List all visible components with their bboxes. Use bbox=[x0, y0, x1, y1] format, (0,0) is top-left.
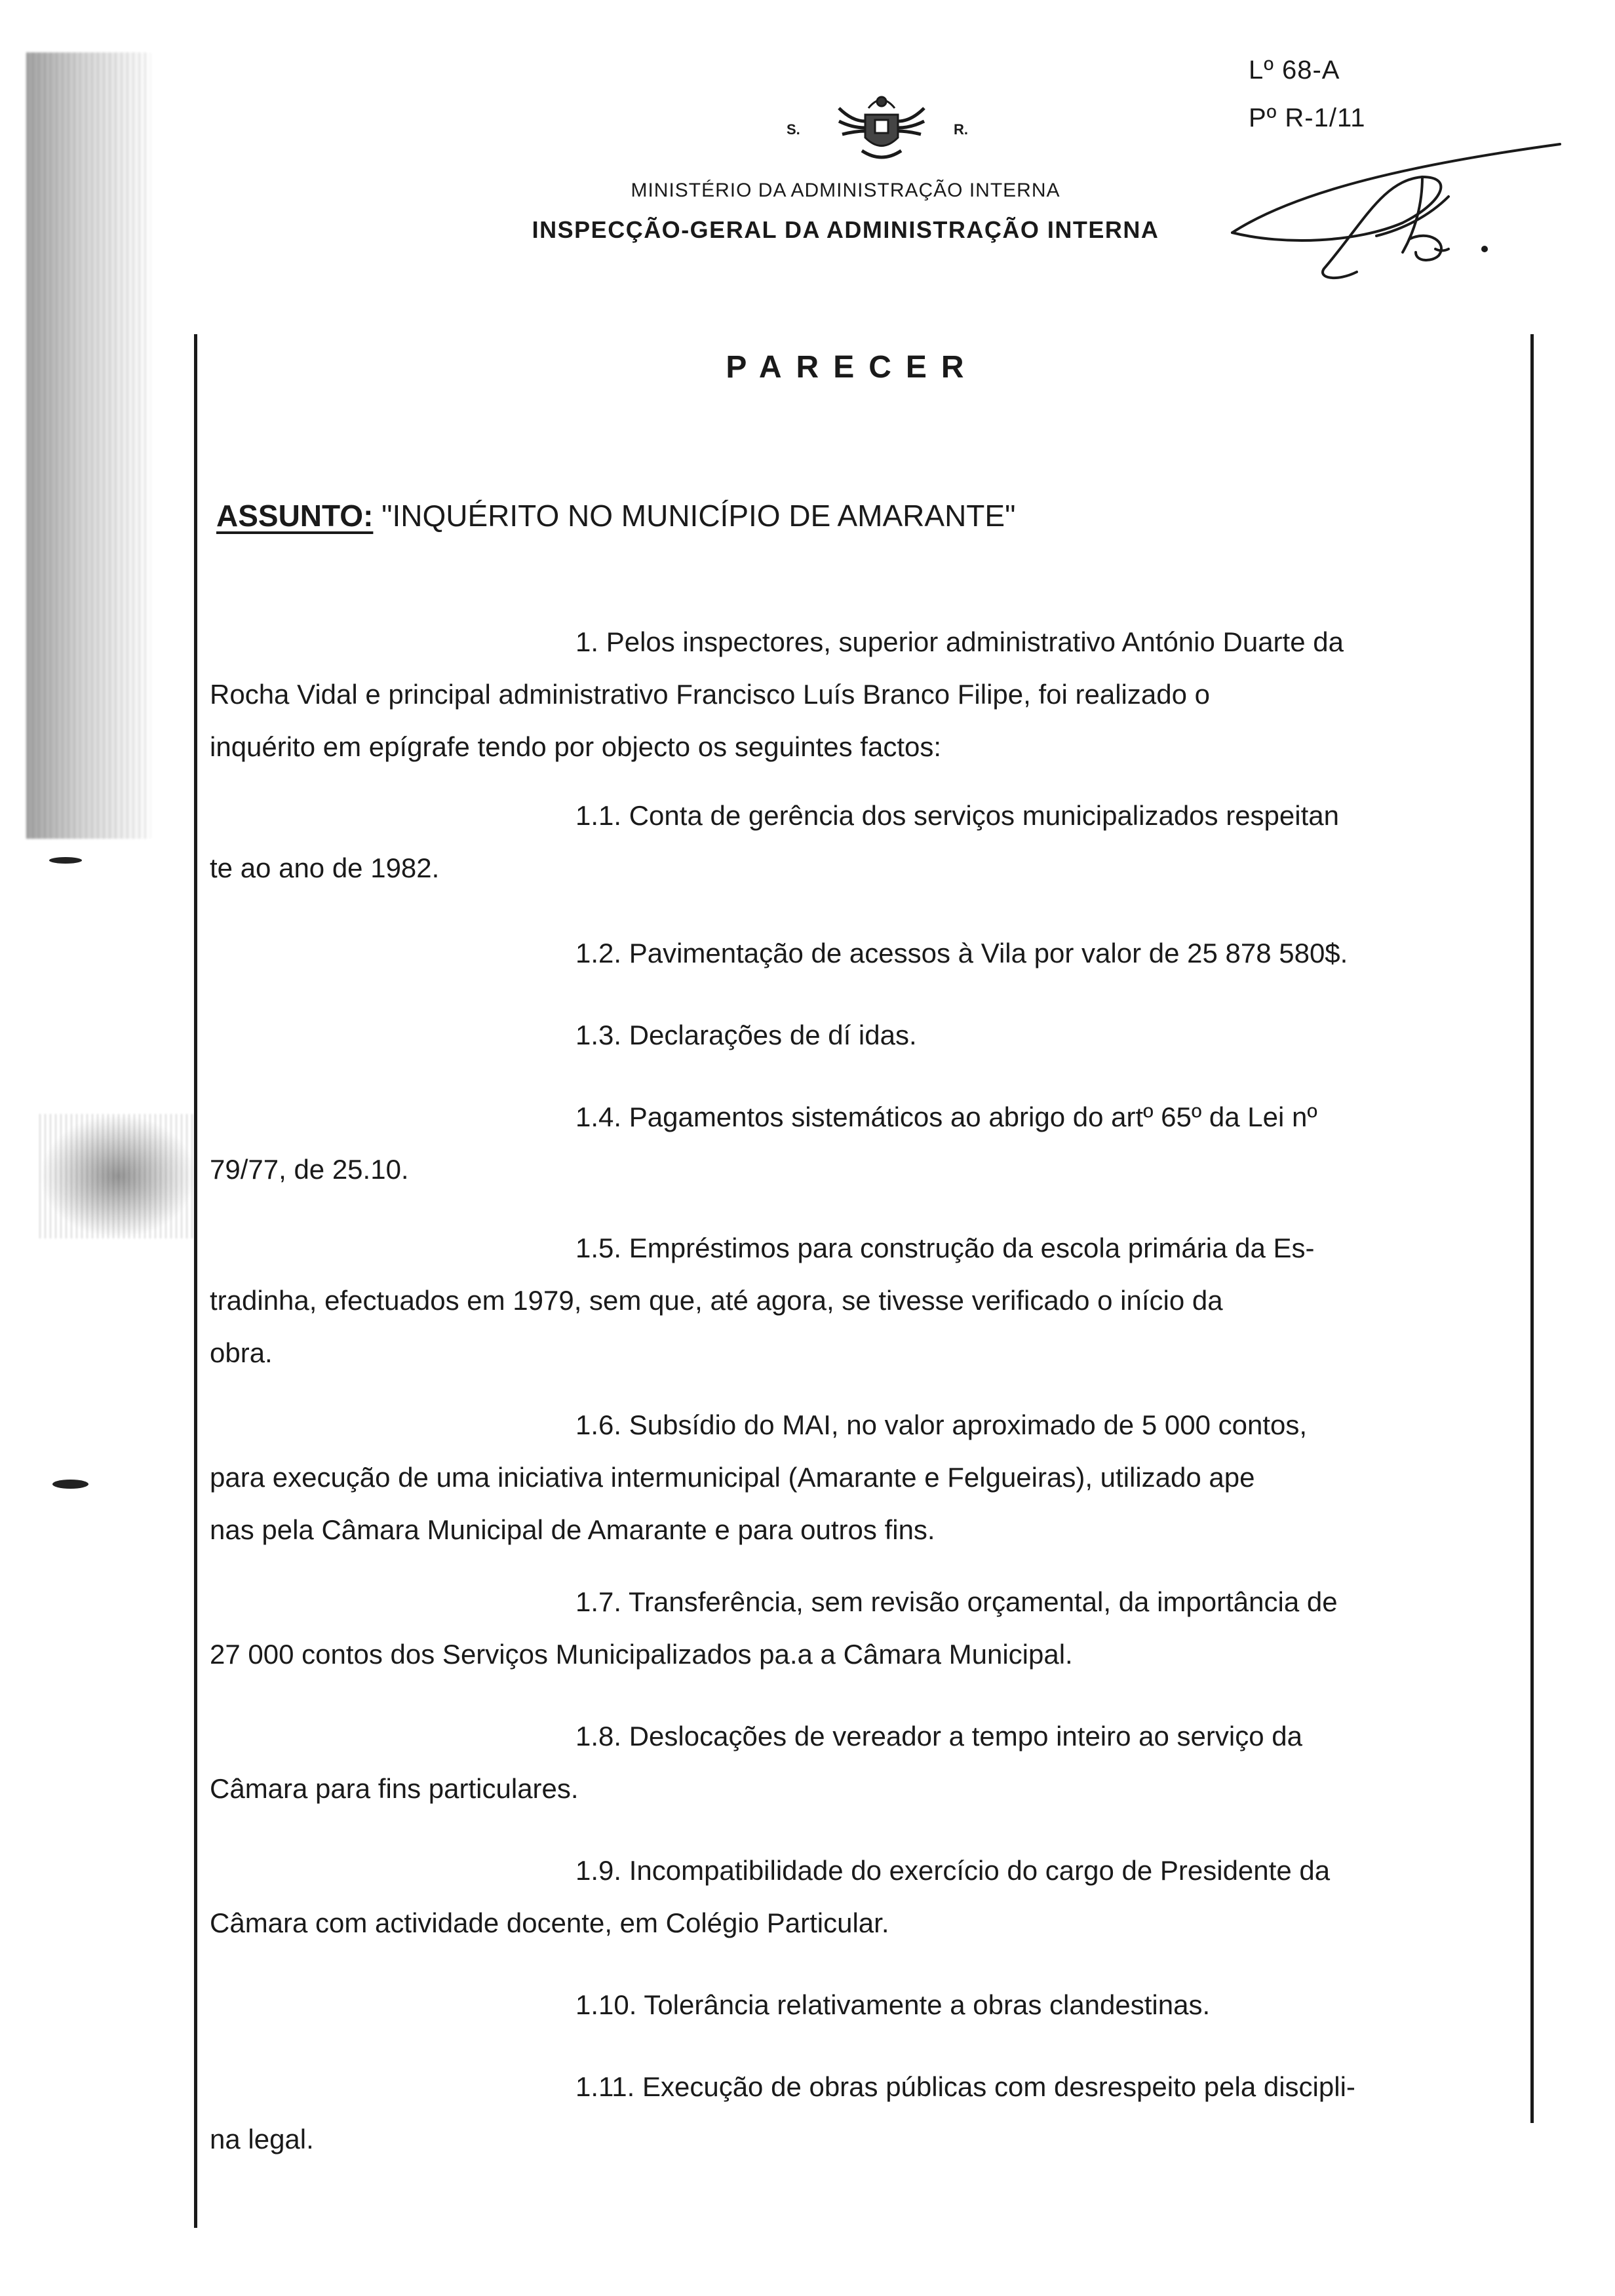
scan-mark bbox=[52, 1480, 88, 1489]
scan-mark bbox=[49, 857, 82, 864]
ministry-name: MINISTÉRIO DA ADMINISTRAÇÃO INTERNA bbox=[631, 180, 1060, 201]
paragraph-line: 1.6. Subsídio do MAI, no valor aproximado de 5 000 contos, bbox=[575, 1409, 1308, 1440]
paragraph-line: obra. bbox=[210, 1337, 273, 1368]
paragraph-line: na legal. bbox=[210, 2124, 314, 2154]
paragraph-line: tradinha, efectuados em 1979, sem que, até agora, se tivesse verificado o início da bbox=[210, 1285, 1223, 1316]
emblem-letter-left: S. bbox=[787, 121, 800, 138]
paragraph-line: Rocha Vidal e principal administrativo Francisco Luís Branco Filipe, foi realizado o bbox=[210, 679, 1210, 710]
paragraph-line: inquérito em epígrafe tendo por objecto os seguintes factos: bbox=[210, 731, 942, 762]
paragraph-line: 27 000 contos dos Serviços Municipalizados pa.a a Câmara Municipal. bbox=[210, 1639, 1073, 1670]
paragraph-line: 1.10. Tolerância relativamente a obras clandestinas. bbox=[575, 1989, 1211, 2020]
paragraph-line: 1.8. Deslocações de vereador a tempo inteiro ao serviço da bbox=[575, 1721, 1302, 1751]
emblem-letter-right: R. bbox=[954, 121, 968, 138]
paragraph-line: nas pela Câmara Municipal de Amarante e para outros fins. bbox=[210, 1514, 935, 1545]
paragraph-line: 1.1. Conta de gerência dos serviços municipalizados respeitan bbox=[575, 800, 1339, 831]
reference-process: Pº R-1/11 bbox=[1249, 104, 1366, 132]
paragraph-line: 1.3. Declarações de dí idas. bbox=[575, 1020, 917, 1050]
paragraph-line: te ao ano de 1982. bbox=[210, 852, 440, 883]
paragraph-line: 1.11. Execução de obras públicas com desrespeito pela discipli- bbox=[575, 2071, 1355, 2102]
coat-of-arms bbox=[787, 85, 1009, 177]
reference-book: Lº 68-A bbox=[1249, 56, 1340, 85]
paragraph-line: 1.5. Empréstimos para construção da escola primária da Es- bbox=[575, 1233, 1315, 1263]
inspection-name: INSPECÇÃO-GERAL DA ADMINISTRAÇÃO INTERNA bbox=[532, 216, 1159, 243]
right-margin-line bbox=[1530, 334, 1534, 2123]
signature bbox=[1206, 131, 1573, 308]
scan-edge-artifact bbox=[26, 52, 151, 839]
subject-text: "INQUÉRITO NO MUNICÍPIO DE AMARANTE" bbox=[381, 499, 1016, 533]
subject-label: ASSUNTO: bbox=[216, 499, 374, 533]
scan-smudge bbox=[39, 1114, 197, 1238]
paragraph-line: 1.4. Pagamentos sistemáticos ao abrigo do artº 65º da Lei nº bbox=[575, 1101, 1317, 1132]
paragraph-line: 1.7. Transferência, sem revisão orçamental, da importância de bbox=[575, 1586, 1338, 1617]
paragraph-line: Câmara com actividade docente, em Colégio Particular. bbox=[210, 1907, 889, 1938]
subject-line bbox=[216, 498, 1015, 533]
paragraph-line: 79/77, de 25.10. bbox=[210, 1154, 409, 1185]
coat-of-arms-icon bbox=[826, 88, 937, 167]
paragraph-line: Câmara para fins particulares. bbox=[210, 1773, 579, 1804]
paragraph-line: para execução de uma iniciativa intermunicipal (Amarante e Felgueiras), utilizado ape bbox=[210, 1462, 1255, 1493]
left-margin-line bbox=[194, 334, 197, 2228]
paragraph-line: 1.9. Incompatibilidade do exercício do cargo de Presidente da bbox=[575, 1855, 1331, 1886]
paragraph-line: 1.2. Pavimentação de acessos à Vila por valor de 25 878 580$. bbox=[575, 938, 1348, 968]
document-title: PARECER bbox=[726, 350, 979, 385]
paragraph-line: 1. Pelos inspectores, superior administrativo António Duarte da bbox=[575, 626, 1344, 657]
